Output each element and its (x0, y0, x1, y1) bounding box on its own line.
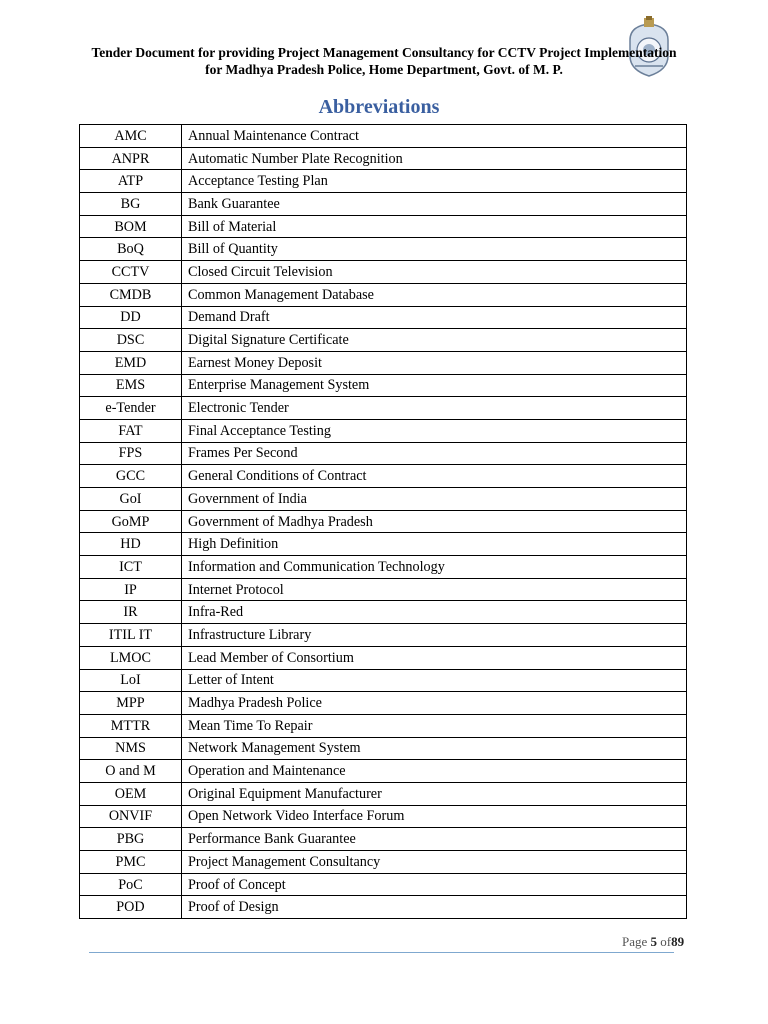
table-row (80, 669, 687, 692)
expansion-cell: Bill of Quantity (182, 238, 687, 261)
abbreviation-cell: NMS (80, 737, 182, 760)
abbreviation-cell: DD (80, 306, 182, 329)
abbreviation-cell: ONVIF (80, 805, 182, 828)
expansion-cell: Infra-Red (182, 601, 687, 624)
expansion-cell: Demand Draft (182, 306, 687, 329)
expansion-cell: Government of Madhya Pradesh (182, 510, 687, 533)
abbreviation-cell: GoMP (80, 510, 182, 533)
expansion-cell: Electronic Tender (182, 397, 687, 420)
expansion-cell: Final Acceptance Testing (182, 419, 687, 442)
abbreviation-cell: EMS (80, 374, 182, 397)
table-row (80, 238, 687, 261)
abbreviation-cell: LMOC (80, 646, 182, 669)
abbreviation-cell: BoQ (80, 238, 182, 261)
abbreviation-cell: MTTR (80, 714, 182, 737)
expansion-cell: Internet Protocol (182, 578, 687, 601)
expansion-cell: Automatic Number Plate Recognition (182, 147, 687, 170)
page-number: 5 (650, 934, 658, 949)
expansion-cell: Letter of Intent (182, 669, 687, 692)
expansion-cell: Infrastructure Library (182, 624, 687, 647)
abbreviations-table (79, 124, 687, 919)
table-row (80, 351, 687, 374)
table-row (80, 125, 687, 148)
abbreviation-cell: GCC (80, 465, 182, 488)
expansion-cell: Open Network Video Interface Forum (182, 805, 687, 828)
abbreviation-cell: GoI (80, 488, 182, 511)
table-row (80, 646, 687, 669)
abbreviation-cell: HD (80, 533, 182, 556)
expansion-cell: General Conditions of Contract (182, 465, 687, 488)
abbreviation-cell: PoC (80, 873, 182, 896)
table-row (80, 714, 687, 737)
table-row (80, 578, 687, 601)
expansion-cell: Network Management System (182, 737, 687, 760)
expansion-cell: Project Management Consultancy (182, 851, 687, 874)
abbreviation-cell: PBG (80, 828, 182, 851)
table-row (80, 896, 687, 919)
table-row (80, 329, 687, 352)
expansion-cell: Proof of Design (182, 896, 687, 919)
table-row (80, 283, 687, 306)
abbreviation-cell: ICT (80, 556, 182, 579)
abbreviation-cell: DSC (80, 329, 182, 352)
table-row (80, 601, 687, 624)
abbreviation-cell: FPS (80, 442, 182, 465)
table-row (80, 760, 687, 783)
abbreviation-cell: LoI (80, 669, 182, 692)
table-row (80, 215, 687, 238)
table-row (80, 851, 687, 874)
abbreviation-cell: CCTV (80, 261, 182, 284)
expansion-cell: Acceptance Testing Plan (182, 170, 687, 193)
table-row (80, 147, 687, 170)
expansion-cell: Bill of Material (182, 215, 687, 238)
abbreviation-cell: IR (80, 601, 182, 624)
expansion-cell: Proof of Concept (182, 873, 687, 896)
abbreviation-cell: BG (80, 193, 182, 216)
abbreviation-cell: ATP (80, 170, 182, 193)
table-row (80, 442, 687, 465)
expansion-cell: Common Management Database (182, 283, 687, 306)
expansion-cell: Information and Communication Technology (182, 556, 687, 579)
table-row (80, 306, 687, 329)
expansion-cell: Performance Bank Guarantee (182, 828, 687, 851)
expansion-cell: High Definition (182, 533, 687, 556)
table-row (80, 170, 687, 193)
expansion-cell: Mean Time To Repair (182, 714, 687, 737)
of-label: of (660, 934, 672, 949)
footer-divider (89, 952, 674, 953)
abbreviation-cell: PMC (80, 851, 182, 874)
abbreviation-cell: MPP (80, 692, 182, 715)
table-row (80, 692, 687, 715)
table-row (80, 374, 687, 397)
abbreviation-cell: AMC (80, 125, 182, 148)
abbreviation-cell: e-Tender (80, 397, 182, 420)
expansion-cell: Earnest Money Deposit (182, 351, 687, 374)
expansion-cell: Closed Circuit Television (182, 261, 687, 284)
table-row (80, 805, 687, 828)
table-row (80, 465, 687, 488)
table-row (80, 624, 687, 647)
table-row (80, 397, 687, 420)
expansion-cell: Government of India (182, 488, 687, 511)
abbreviation-cell: FAT (80, 419, 182, 442)
page-indicator (622, 934, 684, 950)
table-row (80, 419, 687, 442)
abbreviation-cell: ITIL IT (80, 624, 182, 647)
table-row (80, 488, 687, 511)
header-line-1: Tender Document for providing Project Management Consultancy for CCTV Project Implementation (91, 45, 677, 60)
expansion-cell: Enterprise Management System (182, 374, 687, 397)
abbreviation-cell: EMD (80, 351, 182, 374)
table-row (80, 873, 687, 896)
expansion-cell: Lead Member of Consortium (182, 646, 687, 669)
abbreviation-cell: ANPR (80, 147, 182, 170)
expansion-cell: Digital Signature Certificate (182, 329, 687, 352)
expansion-cell: Madhya Pradesh Police (182, 692, 687, 715)
page-label: Page (622, 934, 648, 949)
table-row (80, 556, 687, 579)
expansion-cell: Annual Maintenance Contract (182, 125, 687, 148)
abbreviation-cell: BOM (80, 215, 182, 238)
table-row (80, 782, 687, 805)
abbreviation-cell: CMDB (80, 283, 182, 306)
total-pages: 89 (671, 934, 685, 949)
table-row (80, 828, 687, 851)
expansion-cell: Frames Per Second (182, 442, 687, 465)
table-row (80, 737, 687, 760)
table-row (80, 261, 687, 284)
expansion-cell: Original Equipment Manufacturer (182, 782, 687, 805)
abbreviation-cell: OEM (80, 782, 182, 805)
expansion-cell: Bank Guarantee (182, 193, 687, 216)
abbreviation-cell: O and M (80, 760, 182, 783)
page-title: Abbreviations (318, 96, 440, 118)
document-header (0, 44, 768, 78)
table-row (80, 193, 687, 216)
header-line-2: for Madhya Pradesh Police, Home Department, Govt. of M. P. (205, 62, 563, 77)
abbreviation-cell: IP (80, 578, 182, 601)
abbreviation-cell: POD (80, 896, 182, 919)
expansion-cell: Operation and Maintenance (182, 760, 687, 783)
table-row (80, 533, 687, 556)
table-row (80, 510, 687, 533)
